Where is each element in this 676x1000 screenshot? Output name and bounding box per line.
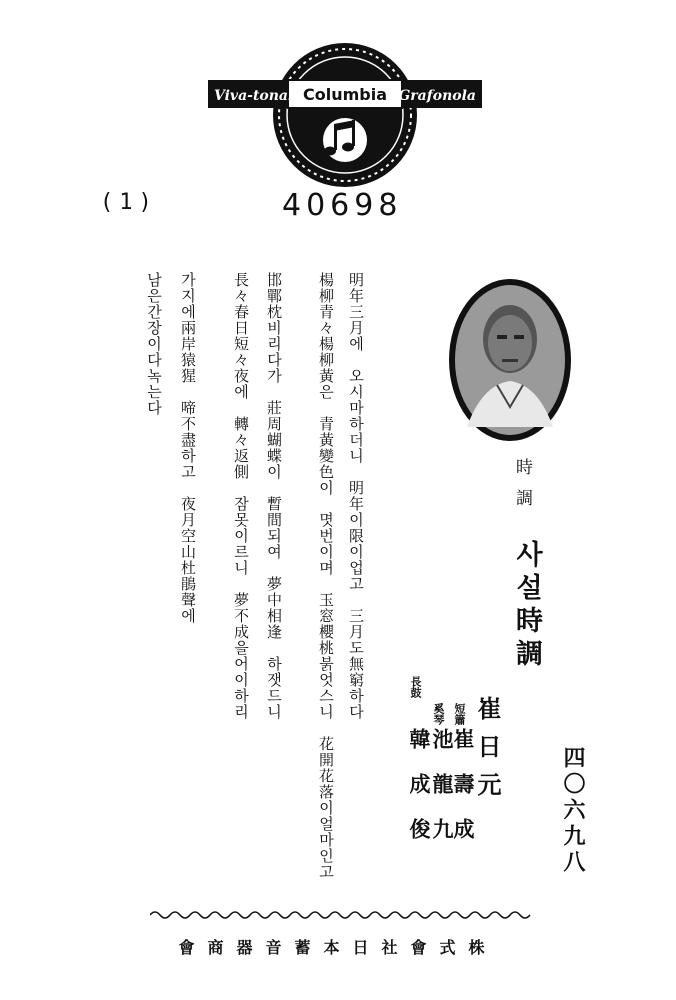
- performer-role: 奚琴: [432, 703, 445, 725]
- lyric-line: 明年三月에 오시마하더니 明年이限이업고 三月도無窮하다: [347, 272, 365, 720]
- performer-name: 韓成俊: [407, 728, 432, 863]
- singer-portrait: [447, 277, 573, 443]
- lyric-line: 남은간장이다녹는다: [145, 272, 163, 416]
- catalog-number: 40698: [282, 188, 403, 223]
- catalog-number-kanji: 四〇六九八: [560, 746, 586, 876]
- company-name: 會商器音蓄本日社會式株: [178, 938, 498, 957]
- lyric-line: 邯鄲枕비리다가 莊周蝴蝶이 暫間되여 夢中相逢 하잿드니: [265, 272, 283, 720]
- performer-name: 池龍九: [430, 728, 455, 863]
- logo-right-text: Grafonola: [398, 88, 476, 104]
- genre-label: 時調: [512, 458, 532, 520]
- columbia-logo: [200, 40, 490, 190]
- lyric-line: 長々春日短々夜에 轉々返側 잠못이르니 夢不成을어이하리: [232, 272, 250, 720]
- logo-left-text: Viva-tonal: [214, 88, 294, 104]
- wavy-divider: [150, 906, 535, 924]
- music-note-icon: [323, 118, 367, 162]
- logo-center-text: Columbia: [302, 85, 388, 104]
- performer-name: 崔壽成: [451, 728, 476, 863]
- lyric-line: 가지에兩岸猿猩 啼不盡하고 夜月空山杜鵑聲에: [179, 272, 197, 624]
- performer-role: 長鼓: [409, 676, 422, 698]
- song-title: 사설時調: [511, 540, 542, 672]
- lyric-line: 楊柳青々楊柳黃은 青黃變色이 몃번이며 玉窓櫻桃붉엇스니 花開花落이얼마인고: [317, 272, 335, 880]
- side-number: (1): [100, 190, 158, 215]
- performer-role: 短簫: [453, 703, 466, 725]
- singer-name: 崔日元: [473, 696, 502, 810]
